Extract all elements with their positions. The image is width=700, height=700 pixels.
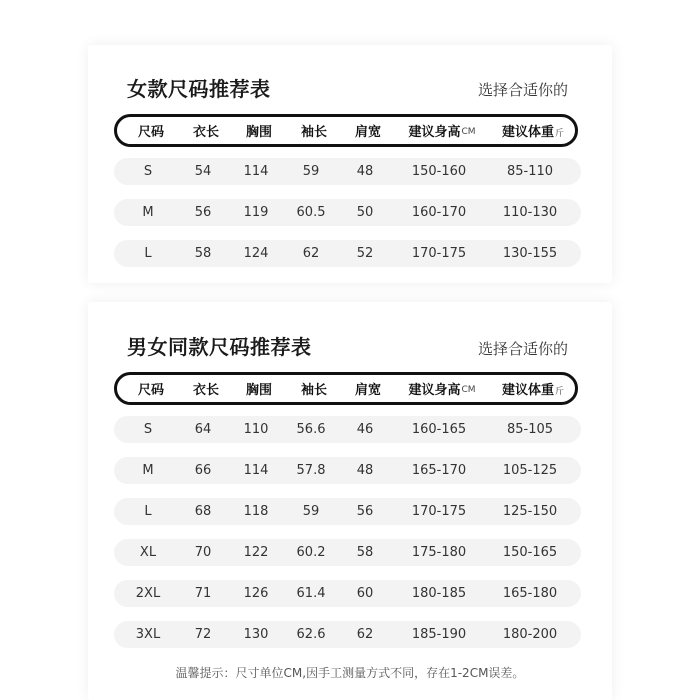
header-height-label: 建议身高 bbox=[408, 125, 461, 140]
unisex-header-row bbox=[114, 372, 578, 405]
cell-size: M bbox=[142, 463, 154, 478]
header-size: 尺码 bbox=[137, 125, 165, 140]
cell-chest: 122 bbox=[243, 545, 269, 560]
cell-shoulder: 58 bbox=[356, 545, 374, 560]
header-chest: 胸围 bbox=[245, 383, 273, 398]
cell-length: 64 bbox=[194, 422, 212, 437]
cell-size: L bbox=[144, 246, 152, 261]
cell-shoulder: 46 bbox=[356, 422, 374, 437]
table-row bbox=[114, 621, 581, 648]
cell-weight: 110-130 bbox=[502, 205, 558, 220]
cell-size: XL bbox=[139, 545, 157, 560]
table-row bbox=[114, 158, 581, 185]
cell-height: 160-170 bbox=[411, 205, 467, 220]
cell-chest: 130 bbox=[243, 627, 269, 642]
height-unit: CM bbox=[461, 127, 476, 137]
header-length: 衣长 bbox=[192, 125, 220, 140]
cell-size: M bbox=[142, 205, 154, 220]
cell-size: S bbox=[143, 164, 153, 179]
cell-shoulder: 48 bbox=[356, 463, 374, 478]
cell-height: 185-190 bbox=[411, 627, 467, 642]
cell-chest: 126 bbox=[243, 586, 269, 601]
header-height-label: 建议身高 bbox=[408, 383, 461, 398]
cell-length: 56 bbox=[194, 205, 212, 220]
cell-length: 68 bbox=[194, 504, 212, 519]
cell-height: 165-170 bbox=[411, 463, 467, 478]
cell-chest: 110 bbox=[243, 422, 269, 437]
header-size: 尺码 bbox=[137, 383, 165, 398]
header-shoulder: 肩宽 bbox=[354, 383, 382, 398]
cell-shoulder: 60 bbox=[356, 586, 374, 601]
cell-weight: 105-125 bbox=[502, 463, 558, 478]
cell-height: 170-175 bbox=[411, 246, 467, 261]
header-weight bbox=[502, 117, 564, 144]
header-height bbox=[408, 375, 475, 402]
height-unit: CM bbox=[461, 385, 476, 395]
cell-height: 180-185 bbox=[411, 586, 467, 601]
cell-shoulder: 52 bbox=[356, 246, 374, 261]
cell-height: 160-165 bbox=[411, 422, 467, 437]
cell-sleeve: 61.4 bbox=[296, 586, 326, 601]
cell-length: 70 bbox=[194, 545, 212, 560]
cell-length: 66 bbox=[194, 463, 212, 478]
cell-chest: 114 bbox=[243, 463, 269, 478]
weight-unit: 斤 bbox=[555, 386, 565, 397]
cell-length: 71 bbox=[194, 586, 212, 601]
cell-chest: 119 bbox=[243, 205, 269, 220]
cell-length: 72 bbox=[194, 627, 212, 642]
table-row bbox=[114, 539, 581, 566]
table-row bbox=[114, 498, 581, 525]
women-header-row bbox=[114, 114, 578, 147]
cell-sleeve: 60.5 bbox=[296, 205, 326, 220]
table-row bbox=[114, 199, 581, 226]
header-weight-label: 建议体重 bbox=[501, 383, 554, 398]
cell-sleeve: 56.6 bbox=[296, 422, 326, 437]
cell-sleeve: 59 bbox=[302, 164, 320, 179]
cell-weight: 85-110 bbox=[506, 164, 554, 179]
cell-length: 54 bbox=[194, 164, 212, 179]
cell-shoulder: 56 bbox=[356, 504, 374, 519]
table-row bbox=[114, 240, 581, 267]
cell-chest: 114 bbox=[243, 164, 269, 179]
header-sleeve: 袖长 bbox=[300, 125, 328, 140]
header-shoulder: 肩宽 bbox=[354, 125, 382, 140]
cell-shoulder: 50 bbox=[356, 205, 374, 220]
cell-height: 175-180 bbox=[411, 545, 467, 560]
header-height bbox=[408, 117, 475, 144]
cell-sleeve: 62.6 bbox=[296, 627, 326, 642]
women-table-title: 女款尺码推荐表 bbox=[127, 77, 271, 101]
cell-chest: 124 bbox=[243, 246, 269, 261]
cell-height: 170-175 bbox=[411, 504, 467, 519]
cell-length: 58 bbox=[194, 246, 212, 261]
cell-size: L bbox=[144, 504, 152, 519]
cell-weight: 125-150 bbox=[502, 504, 558, 519]
table-row bbox=[114, 457, 581, 484]
cell-weight: 130-155 bbox=[502, 246, 558, 261]
cell-shoulder: 48 bbox=[356, 164, 374, 179]
cell-size: S bbox=[143, 422, 153, 437]
cell-weight: 165-180 bbox=[502, 586, 558, 601]
cell-sleeve: 57.8 bbox=[296, 463, 326, 478]
women-table-subtitle: 选择合适你的 bbox=[477, 81, 568, 99]
cell-weight: 150-165 bbox=[502, 545, 558, 560]
cell-size: 3XL bbox=[135, 627, 161, 642]
cell-weight: 85-105 bbox=[506, 422, 554, 437]
header-weight-label: 建议体重 bbox=[501, 125, 554, 140]
cell-sleeve: 62 bbox=[302, 246, 320, 261]
cell-sleeve: 59 bbox=[302, 504, 320, 519]
weight-unit: 斤 bbox=[555, 128, 565, 139]
cell-weight: 180-200 bbox=[502, 627, 558, 642]
table-row bbox=[114, 580, 581, 607]
header-chest: 胸围 bbox=[245, 125, 273, 140]
unisex-table-title: 男女同款尺码推荐表 bbox=[127, 335, 312, 359]
header-length: 衣长 bbox=[192, 383, 220, 398]
cell-size: 2XL bbox=[135, 586, 161, 601]
header-weight bbox=[502, 375, 564, 402]
unisex-table-subtitle: 选择合适你的 bbox=[477, 340, 568, 358]
cell-height: 150-160 bbox=[411, 164, 467, 179]
cell-shoulder: 62 bbox=[356, 627, 374, 642]
header-sleeve: 袖长 bbox=[300, 383, 328, 398]
table-row bbox=[114, 416, 581, 443]
cell-chest: 118 bbox=[243, 504, 269, 519]
footer-note: 温馨提示：尺寸单位CM,因手工测量方式不同，存在1-2CM误差。 bbox=[175, 666, 525, 680]
cell-sleeve: 60.2 bbox=[296, 545, 326, 560]
